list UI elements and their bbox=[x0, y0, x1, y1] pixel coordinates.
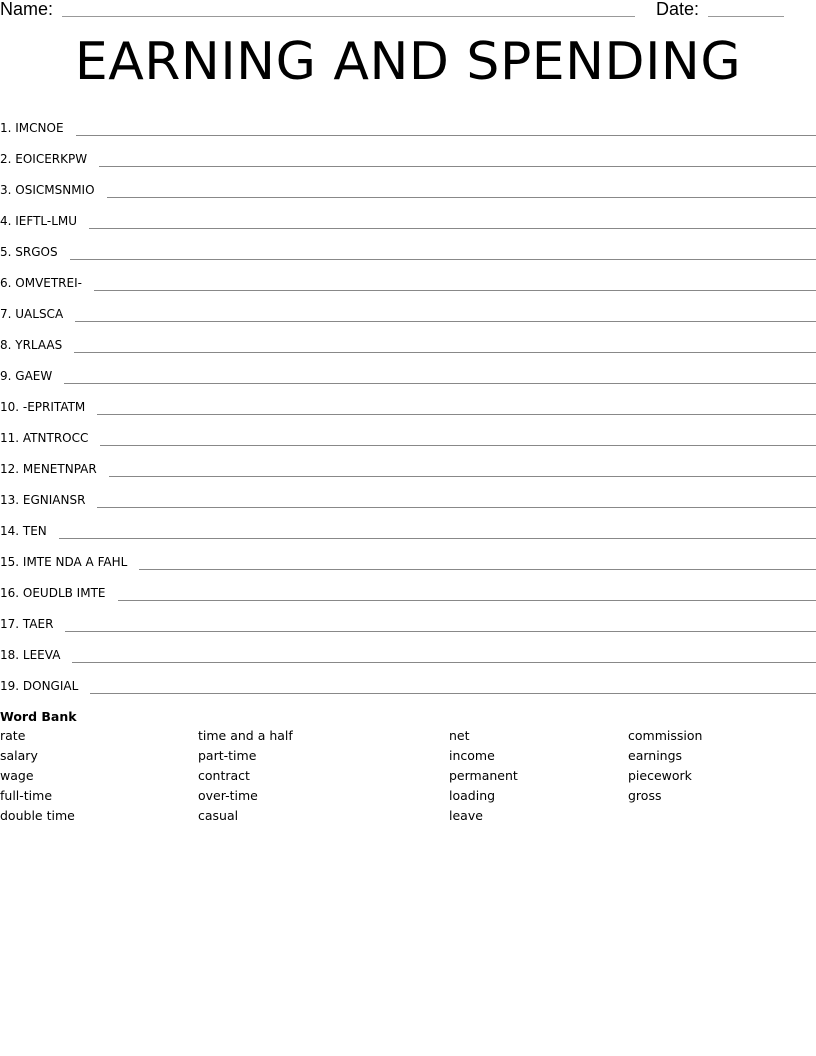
scramble-item bbox=[0, 356, 816, 387]
answer-line[interactable] bbox=[74, 352, 816, 353]
scramble-label: 17. TAER bbox=[0, 617, 54, 631]
scramble-list bbox=[0, 108, 816, 697]
word-bank-word: income bbox=[449, 748, 495, 763]
scramble-item bbox=[0, 263, 816, 294]
scramble-item bbox=[0, 666, 816, 697]
scramble-label: 12. MENETNPAR bbox=[0, 462, 97, 476]
scramble-label: 4. IEFTL-LMU bbox=[0, 214, 78, 228]
scramble-item bbox=[0, 325, 816, 356]
answer-line[interactable] bbox=[118, 600, 816, 601]
scramble-item bbox=[0, 108, 816, 139]
word-bank-column bbox=[449, 726, 518, 826]
scramble-item bbox=[0, 573, 816, 604]
scramble-label: 8. YRLAAS bbox=[0, 338, 63, 352]
scramble-item bbox=[0, 294, 816, 325]
word-bank-word: piecework bbox=[628, 768, 692, 783]
scramble-item bbox=[0, 480, 816, 511]
answer-line[interactable] bbox=[64, 383, 816, 384]
answer-line[interactable] bbox=[100, 445, 816, 446]
scramble-label: 6. OMVETREI- bbox=[0, 276, 82, 290]
scramble-label: 16. OEUDLB IMTE bbox=[0, 586, 106, 600]
word-bank-word: part-time bbox=[198, 748, 257, 763]
scramble-label: 9. GAEW bbox=[0, 369, 53, 383]
answer-line[interactable] bbox=[139, 569, 816, 570]
scramble-item bbox=[0, 604, 816, 635]
scramble-item bbox=[0, 542, 816, 573]
date-field[interactable] bbox=[708, 16, 784, 17]
word-bank-word: casual bbox=[198, 808, 239, 823]
name-field[interactable] bbox=[62, 16, 635, 17]
answer-line[interactable] bbox=[72, 662, 816, 663]
name-label: Name: bbox=[0, 0, 54, 19]
scramble-label: 2. EOICERKPW bbox=[0, 152, 88, 166]
scramble-label: 11. ATNTROCC bbox=[0, 431, 89, 445]
answer-line[interactable] bbox=[109, 476, 816, 477]
answer-line[interactable] bbox=[97, 414, 816, 415]
answer-line[interactable] bbox=[94, 290, 816, 291]
word-bank-word: full-time bbox=[0, 788, 53, 803]
scramble-label: 5. SRGOS bbox=[0, 245, 58, 259]
word-bank-word: leave bbox=[449, 808, 483, 823]
word-bank-word: earnings bbox=[628, 748, 683, 763]
word-bank-word: time and a half bbox=[198, 728, 293, 743]
answer-line[interactable] bbox=[97, 507, 816, 508]
answer-line[interactable] bbox=[90, 693, 816, 694]
word-bank-word: commission bbox=[628, 728, 703, 743]
answer-line[interactable] bbox=[59, 538, 816, 539]
scramble-item bbox=[0, 232, 816, 263]
answer-line[interactable] bbox=[70, 259, 816, 260]
word-bank-word: gross bbox=[628, 788, 662, 803]
scramble-item bbox=[0, 201, 816, 232]
word-bank-word: contract bbox=[198, 768, 250, 783]
word-bank-word: net bbox=[449, 728, 470, 743]
word-bank-columns bbox=[0, 726, 816, 836]
scramble-item bbox=[0, 387, 816, 418]
scramble-item bbox=[0, 418, 816, 449]
answer-line[interactable] bbox=[76, 135, 816, 136]
word-bank-column bbox=[198, 726, 293, 826]
scramble-label: 18. LEEVA bbox=[0, 648, 61, 662]
scramble-label: 19. DONGIAL bbox=[0, 679, 79, 693]
word-bank-column bbox=[628, 726, 702, 806]
word-bank bbox=[0, 708, 816, 836]
scramble-item bbox=[0, 449, 816, 480]
word-bank-word: double time bbox=[0, 808, 75, 823]
scramble-item bbox=[0, 511, 816, 542]
word-bank-word: wage bbox=[0, 768, 34, 783]
header bbox=[0, 0, 816, 22]
word-bank-word: loading bbox=[449, 788, 496, 803]
answer-line[interactable] bbox=[65, 631, 816, 632]
scramble-label: 14. TEN bbox=[0, 524, 47, 538]
scramble-item bbox=[0, 635, 816, 666]
scramble-item bbox=[0, 170, 816, 201]
page-title: EARNING AND SPENDING bbox=[74, 32, 742, 92]
scramble-label: 7. UALSCA bbox=[0, 307, 64, 321]
answer-line[interactable] bbox=[89, 228, 816, 229]
word-bank-word: permanent bbox=[449, 768, 518, 783]
word-bank-word: rate bbox=[0, 728, 26, 743]
scramble-label: 3. OSICMSNMIO bbox=[0, 183, 95, 197]
word-bank-column bbox=[0, 726, 75, 826]
scramble-label: 15. IMTE NDA A FAHL bbox=[0, 555, 128, 569]
answer-line[interactable] bbox=[107, 197, 816, 198]
word-bank-word: over-time bbox=[198, 788, 258, 803]
word-bank-word: salary bbox=[0, 748, 38, 763]
answer-line[interactable] bbox=[99, 166, 816, 167]
scramble-item bbox=[0, 139, 816, 170]
scramble-label: 1. IMCNOE bbox=[0, 121, 64, 135]
word-bank-title: Word Bank bbox=[0, 709, 77, 724]
date-label: Date: bbox=[656, 0, 700, 19]
answer-line[interactable] bbox=[75, 321, 816, 322]
scramble-label: 10. -EPRITATM bbox=[0, 400, 86, 414]
scramble-label: 13. EGNIANSR bbox=[0, 493, 86, 507]
